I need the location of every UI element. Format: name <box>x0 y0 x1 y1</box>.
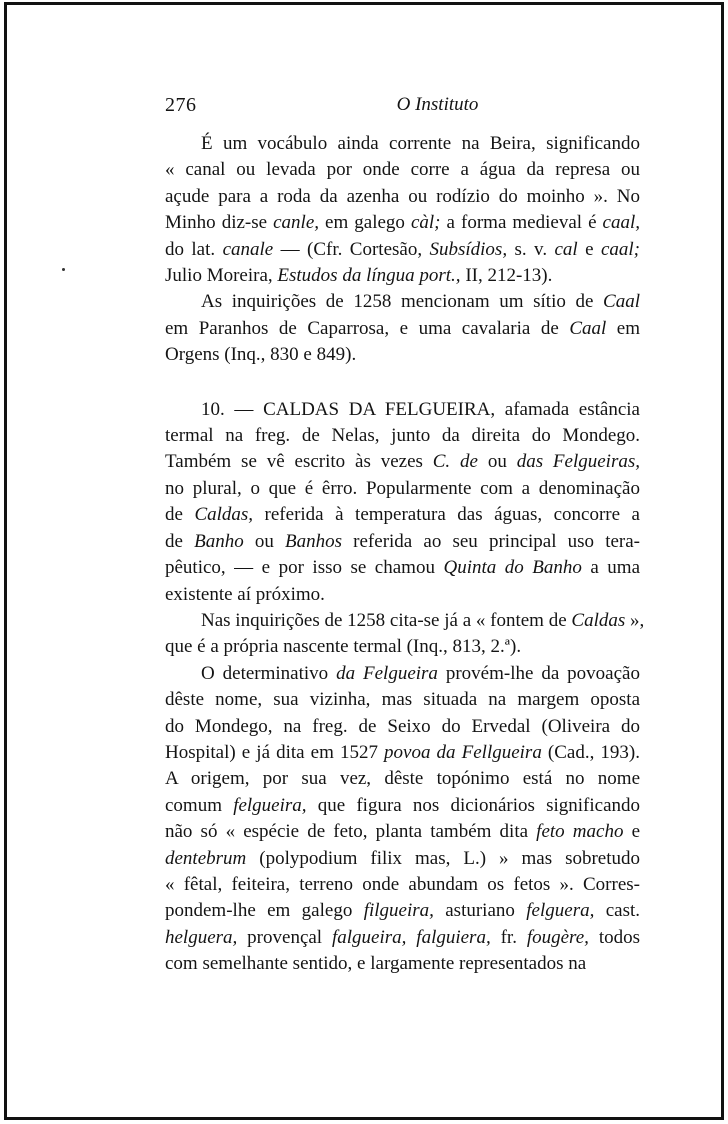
text-run: 10. — CALDAS DA FELGUEIRA, afamada estância <box>201 398 640 420</box>
text-run: — (Cfr. Cortesão, <box>273 238 430 260</box>
text-run: A origem, por sua vez, dêste topónimo está no nome <box>165 768 640 790</box>
italic-run: felgueira, <box>233 794 307 816</box>
text-run: referida à temperatura das águas, concorre a <box>253 504 640 526</box>
italic-run: Caldas, <box>194 504 254 526</box>
text-line <box>165 819 640 845</box>
text-line <box>165 476 640 502</box>
text-run: (polypodium filix mas, L.) » mas sobretudo <box>246 847 640 869</box>
text-run: a forma medieval é <box>440 212 603 234</box>
text-line <box>165 342 640 368</box>
ink-speck <box>62 268 65 271</box>
text-run: », <box>625 609 645 631</box>
text-run: a uma <box>581 557 640 579</box>
text-run: s. v. <box>507 238 555 260</box>
italic-run: caal; <box>600 238 640 260</box>
text-line <box>165 872 640 898</box>
page-header <box>165 92 640 118</box>
italic-run: Banho <box>194 530 244 552</box>
text-line <box>165 687 640 713</box>
text-run: em galego <box>319 212 411 234</box>
text-run: pêutico, — e por isso se chamou <box>165 557 444 579</box>
italic-run: càl; <box>410 212 441 234</box>
text-run: todos <box>588 926 640 948</box>
text-line <box>165 740 640 766</box>
text-run: « canal ou levada por onde corre a água da represa ou <box>165 159 640 181</box>
text-run: O determinativo <box>201 662 337 684</box>
text-line <box>165 555 640 581</box>
text-line <box>165 608 645 634</box>
text-run: não só « espécie de feto, planta também dita <box>165 821 537 843</box>
text-line <box>165 237 640 263</box>
italic-run: helguera, <box>165 926 238 948</box>
text-line <box>165 766 640 792</box>
page-text <box>165 92 645 978</box>
italic-run: dentebrum <box>165 847 247 869</box>
text-run: existente aí próximo. <box>165 583 325 605</box>
italic-run: povoa da Fellgueira <box>384 741 542 763</box>
text-run: do Mondego, na freg. de Seixo do Ervedal (Oliveira do <box>165 715 640 737</box>
text-line <box>165 661 640 687</box>
text-run: provém-lhe da povoação <box>437 662 640 684</box>
text-run: termal na freg. de Nelas, junto da direita do Mondego. <box>165 425 640 447</box>
text-run: ou <box>243 530 286 552</box>
text-run: que é a própria nascente termal (Inq., 813, 2.ª). <box>165 636 522 658</box>
text-line <box>165 714 640 740</box>
italic-run: feto macho <box>536 821 624 843</box>
text-run: fr. <box>490 926 527 948</box>
italic-run: das Felgueiras, <box>516 451 641 473</box>
italic-run: Banhos <box>285 530 343 552</box>
text-run: provençal <box>237 926 332 948</box>
running-head: O Instituto <box>396 94 479 115</box>
text-line <box>165 263 640 289</box>
text-line <box>165 210 640 236</box>
italic-run: filgueira, <box>363 900 434 922</box>
text-line <box>165 397 640 423</box>
paragraph <box>165 397 640 608</box>
text-run: ou <box>477 451 517 473</box>
text-line <box>165 951 640 977</box>
text-run: no plural, o que é êrro. Popularmente com a denominação <box>165 477 640 499</box>
text-run: de <box>165 530 195 552</box>
text-line <box>165 529 640 555</box>
text-line <box>165 898 640 924</box>
text-run: Também se vê escrito às vezes <box>165 451 433 473</box>
italic-run: Estudos da língua port., <box>277 265 461 287</box>
text-line <box>165 157 640 183</box>
text-line <box>165 634 640 660</box>
italic-run: C. de <box>432 451 478 473</box>
body-text <box>165 131 645 978</box>
italic-run: Caal <box>603 291 640 313</box>
text-run: do lat. <box>165 238 223 260</box>
text-line <box>165 582 640 608</box>
text-run: asturiano <box>433 900 527 922</box>
text-run: em <box>606 317 640 339</box>
italic-run: canle, <box>273 212 320 234</box>
italic-run: Caal <box>569 317 607 339</box>
text-run: açude para a roda da azenha ou rodízio do moinho ». No <box>165 185 640 207</box>
text-line <box>165 423 640 449</box>
italic-run: Subsídios, <box>429 238 508 260</box>
text-run: e <box>623 821 641 843</box>
italic-run: falgueira, falguiera, <box>331 926 491 948</box>
text-line <box>165 184 640 210</box>
text-run: que figura nos dicionários significando <box>306 794 640 816</box>
text-run: As inquirições de 1258 mencionam um sítio de <box>201 291 604 313</box>
text-line <box>165 793 640 819</box>
paragraph <box>165 131 640 289</box>
text-run: Nas inquirições de 1258 cita-se já a « fontem de <box>201 609 572 631</box>
text-run: Hospital) e já dita em 1527 <box>165 741 385 763</box>
text-run: II, 212-13). <box>460 265 553 287</box>
section-gap <box>165 369 640 397</box>
paragraph <box>165 661 640 978</box>
italic-run: cal <box>554 238 578 260</box>
text-line <box>165 316 640 342</box>
text-line <box>165 925 640 951</box>
text-run: dêste nome, sua vizinha, mas situada na margem oposta <box>165 689 640 711</box>
text-run: Orgens (Inq., 830 e 849). <box>165 344 357 366</box>
paragraph <box>165 608 645 661</box>
text-line <box>165 449 640 475</box>
text-run: com semelhante sentido, e largamente representados na <box>165 953 587 975</box>
text-run: comum <box>165 794 234 816</box>
paragraph <box>165 289 640 368</box>
italic-run: da Felgueira <box>336 662 438 684</box>
page-number: 276 <box>165 94 197 116</box>
text-run: É um vocábulo ainda corrente na Beira, significando <box>201 133 640 154</box>
text-run: Minho diz-se <box>165 212 274 234</box>
italic-run: canale <box>222 238 274 260</box>
text-run: pondem-lhe em galego <box>165 900 364 922</box>
text-line <box>165 502 640 528</box>
italic-run: felguera, <box>526 900 595 922</box>
text-line <box>165 289 640 315</box>
text-run: Julio Moreira, <box>165 265 278 287</box>
italic-run: Quinta do Banho <box>443 557 582 579</box>
text-run: « fêtal, feiteira, terreno onde abundam os fetos ». Corres- <box>165 873 640 895</box>
text-run: referida ao seu principal uso tera- <box>342 530 640 552</box>
text-line <box>165 846 640 872</box>
text-run: cast. <box>594 900 640 922</box>
italic-run: caal, <box>602 212 641 234</box>
text-run: em Paranhos de Caparrosa, e uma cavalaria de <box>165 317 570 339</box>
italic-run: Caldas <box>571 609 626 631</box>
text-run: e <box>577 238 601 260</box>
text-run: (Cad., 193). <box>541 741 640 763</box>
text-line <box>165 131 640 157</box>
italic-run: fougère, <box>526 926 589 948</box>
text-run: de <box>165 504 195 526</box>
